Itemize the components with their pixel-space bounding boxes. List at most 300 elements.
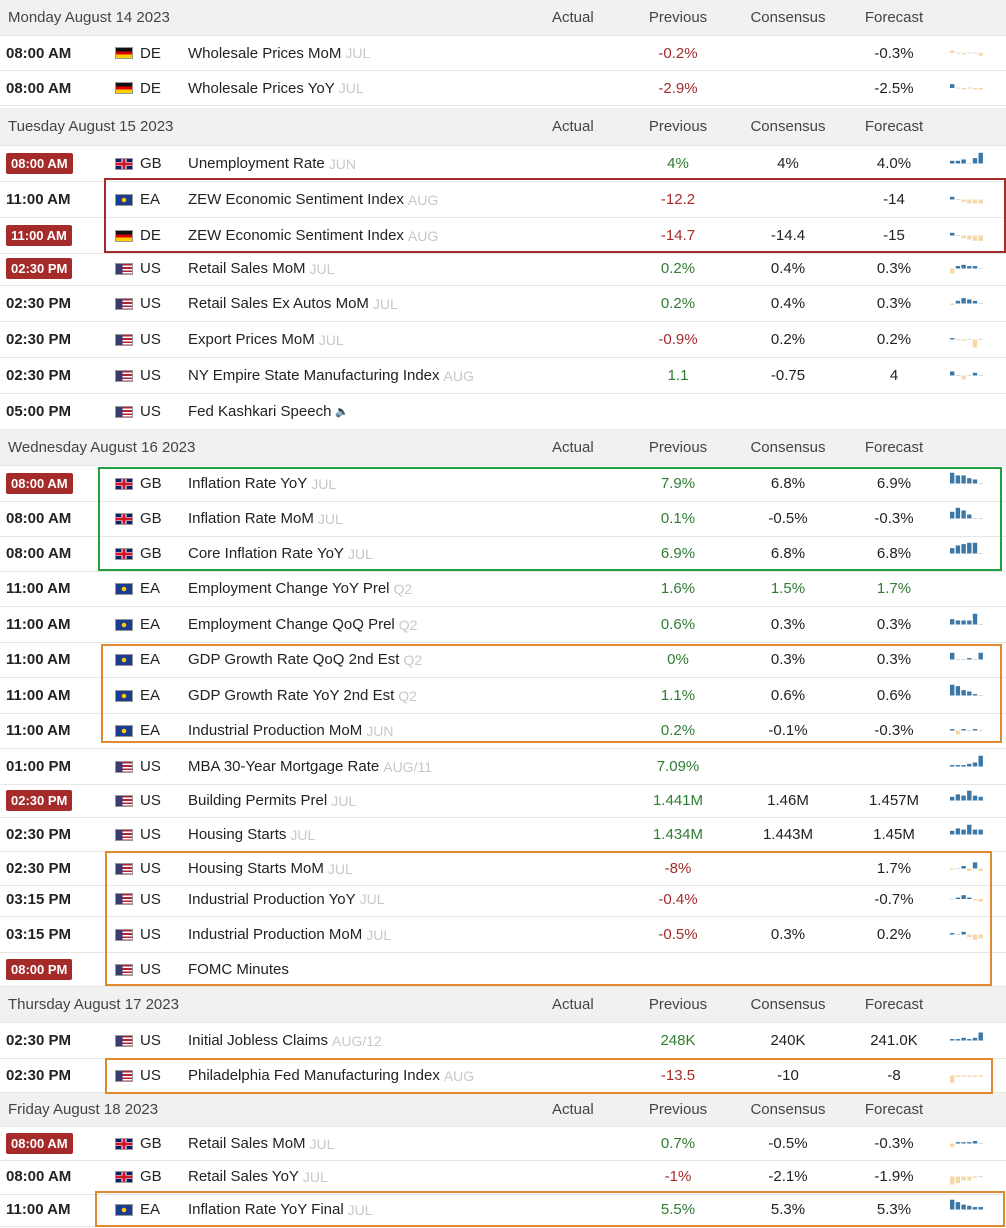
previous-value-text: 0.7%: [660, 1135, 696, 1152]
country-code: US: [140, 367, 161, 384]
day-header-row: [0, 430, 1006, 466]
sparkline-bar: [956, 1039, 960, 1040]
event-time-text: 02:30 PM: [6, 790, 72, 811]
event-name-text[interactable]: ZEW Economic Sentiment Index: [188, 191, 404, 208]
day-label-text: Thursday August 17 2023: [8, 996, 179, 1013]
event-row[interactable]: [0, 1159, 1006, 1195]
consensus-value: [736, 784, 840, 817]
event-name[interactable]: [188, 882, 385, 916]
sparkline[interactable]: [950, 1065, 984, 1086]
event-row[interactable]: [0, 917, 1006, 953]
event-name[interactable]: [188, 322, 344, 357]
event-name[interactable]: [188, 607, 417, 642]
event-name[interactable]: [188, 713, 393, 748]
sparkline-bar: [967, 791, 971, 801]
event-row[interactable]: [0, 1193, 1006, 1227]
country: [115, 501, 162, 536]
sparkline[interactable]: [950, 1165, 984, 1188]
event-name-text[interactable]: Retail Sales MoM: [188, 260, 306, 277]
sparkline-bar: [973, 266, 977, 268]
event-name[interactable]: [188, 146, 356, 181]
sparkline-bar: [979, 899, 983, 902]
event-name-text[interactable]: NY Empire State Manufacturing Index: [188, 367, 440, 384]
event-row[interactable]: [0, 882, 1006, 917]
event-row[interactable]: [0, 252, 1006, 286]
country: [115, 1127, 162, 1160]
sparkline-bar: [950, 831, 954, 835]
previous-value-text: 1.1: [667, 367, 689, 384]
flag-us-icon: [115, 298, 133, 310]
sparkline-bar: [979, 153, 983, 164]
event-time-text: 08:00 AM: [6, 153, 73, 174]
previous-value: [626, 571, 730, 606]
event-name[interactable]: [188, 501, 343, 536]
event-row[interactable]: [0, 501, 1006, 537]
event-name-text[interactable]: Employment Change QoQ Prel: [188, 616, 395, 633]
sparkline-bar: [950, 619, 954, 624]
sparkline-bar: [950, 338, 954, 339]
event-name[interactable]: [188, 784, 356, 817]
sparkline-bar: [967, 266, 971, 268]
flag-us-icon: [115, 1035, 133, 1047]
event-name[interactable]: [188, 466, 336, 501]
event-name-text[interactable]: Housing Starts MoM: [188, 860, 324, 877]
previous-value-text: -12.2: [660, 191, 696, 208]
sparkline-bar: [950, 512, 954, 519]
sparkline-bar: [961, 1076, 965, 1077]
event-time-text: 08:00 PM: [6, 959, 72, 980]
event-row[interactable]: [0, 607, 1006, 643]
event-reference-period: JUL: [345, 45, 371, 61]
event-time-text: 11:00 AM: [6, 225, 72, 246]
sparkline-bar: [956, 765, 960, 766]
forecast-value-text: -2.5%: [874, 79, 914, 97]
event-name-text[interactable]: Retail Sales YoY: [188, 1168, 299, 1185]
previous-value: [626, 1159, 730, 1194]
event-row[interactable]: [0, 642, 1006, 678]
event-row[interactable]: [0, 71, 1006, 106]
sparkline[interactable]: [950, 755, 984, 778]
event-row[interactable]: [0, 713, 1006, 749]
event-reference-period: JUL: [366, 926, 392, 943]
event-name-text[interactable]: MBA 30-Year Mortgage Rate: [188, 758, 380, 775]
event-row[interactable]: [0, 1023, 1006, 1059]
event-time-text: 08:00 AM: [6, 1133, 73, 1154]
forecast-value: [846, 1193, 942, 1226]
event-name[interactable]: [188, 71, 364, 105]
event-reference-period: JUL: [327, 860, 353, 877]
consensus-value: [736, 713, 840, 748]
previous-value-text: 7.9%: [660, 475, 696, 492]
event-name[interactable]: [188, 1059, 474, 1092]
sparkline[interactable]: [950, 364, 984, 387]
event-time: [6, 1193, 82, 1226]
event-name-text[interactable]: Employment Change YoY Prel: [188, 580, 390, 597]
event-name-text[interactable]: Inflation Rate YoY: [188, 475, 308, 492]
event-reference-period: Q2: [403, 651, 423, 668]
forecast-value: [846, 642, 942, 677]
flag-us-icon: [115, 893, 133, 905]
event-reference-period: JUL: [309, 260, 335, 277]
consensus-value-text: 5.3%: [770, 1201, 806, 1218]
sparkline-bar: [979, 518, 983, 519]
sparkline-bar: [950, 473, 954, 484]
event-row[interactable]: [0, 571, 1006, 607]
country-code: GB: [140, 1135, 162, 1152]
event-name-text[interactable]: FOMC Minutes: [188, 961, 289, 978]
event-name-text[interactable]: GDP Growth Rate QoQ 2nd Est: [188, 651, 400, 668]
sparkline[interactable]: [950, 224, 984, 247]
forecast-value: [846, 818, 942, 851]
sparkline[interactable]: [950, 719, 984, 742]
event-reference-period: AUG: [443, 367, 474, 384]
consensus-value: [736, 71, 840, 105]
sparkline[interactable]: [950, 472, 984, 495]
sparkline[interactable]: [950, 684, 984, 707]
sparkline[interactable]: [950, 923, 984, 946]
sparkline-bar: [961, 376, 965, 380]
event-time: [6, 713, 82, 748]
forecast-value: [846, 252, 942, 285]
sparkline-bar: [979, 200, 983, 204]
event-reference-period: AUG/12: [332, 1032, 382, 1049]
event-time-text: 02:30 PM: [6, 258, 72, 279]
event-name-text[interactable]: Core Inflation Rate YoY: [188, 545, 344, 562]
sparkline-bar: [961, 765, 965, 766]
sparkline[interactable]: [950, 188, 984, 211]
consensus-value: [736, 286, 840, 321]
consensus-value: [736, 607, 840, 642]
sparkline-bar: [956, 934, 960, 935]
forecast-value-text: -0.7%: [874, 890, 914, 908]
event-time-text: 02:30 PM: [6, 860, 72, 877]
sparkline-bar: [950, 371, 954, 375]
consensus-value: [736, 36, 840, 70]
event-name[interactable]: [188, 1023, 382, 1058]
country: [115, 818, 161, 851]
event-row[interactable]: [0, 953, 1006, 987]
flag-de-icon: [115, 230, 133, 242]
consensus-value: [736, 852, 840, 885]
previous-value: [626, 1127, 730, 1160]
flag-gb-icon: [115, 1138, 133, 1150]
country-code: EA: [140, 191, 161, 208]
event-reference-period: Q2: [393, 580, 413, 597]
event-row[interactable]: [0, 182, 1006, 218]
column-header-previous: [626, 1093, 730, 1126]
event-reference-period: JUL: [311, 475, 337, 492]
event-name[interactable]: [188, 358, 474, 393]
event-row[interactable]: [0, 394, 1006, 430]
sparkline[interactable]: [950, 42, 984, 64]
previous-value: [626, 784, 730, 817]
sparkline-chart: [950, 1065, 984, 1086]
consensus-value-text: 0.6%: [770, 687, 806, 704]
sparkline[interactable]: [950, 542, 984, 565]
event-reference-period: JUL: [372, 295, 398, 312]
sparkline[interactable]: [950, 328, 984, 351]
event-time-text: 08:00 AM: [6, 1168, 72, 1185]
event-row[interactable]: [0, 784, 1006, 818]
sparkline-bar: [973, 236, 977, 241]
event-reference-period: JUL: [347, 545, 373, 562]
consensus-value: [736, 252, 840, 285]
forecast-value: [846, 394, 942, 429]
event-row[interactable]: [0, 146, 1006, 182]
forecast-value-text: 0.3%: [876, 260, 912, 277]
event-reference-period: JUL: [359, 891, 385, 907]
sparkline[interactable]: [950, 613, 984, 636]
event-name[interactable]: [188, 536, 373, 571]
sparkline-bar: [956, 266, 960, 268]
previous-value: [626, 218, 730, 253]
country: [115, 749, 161, 784]
flag-us-icon: [115, 929, 133, 941]
event-row[interactable]: [0, 536, 1006, 572]
sparkline[interactable]: [950, 152, 984, 175]
day-header-row: [0, 1093, 1006, 1127]
event-row[interactable]: [0, 36, 1006, 71]
event-name-text[interactable]: Retail Sales Ex Autos MoM: [188, 295, 369, 312]
country-code: US: [140, 792, 161, 809]
event-row[interactable]: [0, 358, 1006, 394]
event-time: [6, 358, 82, 393]
forecast-value: [846, 218, 942, 253]
event-row[interactable]: [0, 678, 1006, 714]
sparkline-bar: [950, 1076, 954, 1083]
sparkline-chart: [950, 224, 984, 247]
sparkline-bar: [956, 161, 960, 164]
sparkline-bar: [979, 303, 983, 304]
consensus-value-text: -0.5%: [768, 1135, 808, 1152]
column-header-actual: [552, 430, 594, 465]
sparkline-bar: [961, 475, 965, 483]
column-header-forecast: [846, 1093, 942, 1126]
sparkline[interactable]: [950, 790, 984, 811]
event-time-text: 08:00 AM: [6, 79, 72, 97]
event-name-text[interactable]: Wholesale Prices YoY: [188, 79, 335, 97]
sparkline-chart: [950, 648, 984, 671]
event-time: [6, 536, 82, 571]
country: [115, 1193, 160, 1226]
previous-value-text: 0.1%: [660, 510, 696, 527]
sparkline[interactable]: [950, 292, 984, 315]
sparkline-bar: [961, 932, 965, 935]
event-reference-period: JUN: [366, 722, 394, 739]
event-row[interactable]: [0, 749, 1006, 785]
country-code: US: [140, 826, 161, 843]
sparkline-chart: [950, 542, 984, 565]
event-reference-period: JUL: [317, 510, 343, 527]
country: [115, 917, 161, 952]
event-row[interactable]: [0, 466, 1006, 502]
event-name-text[interactable]: Industrial Production YoY: [188, 890, 356, 908]
sparkline-bar: [950, 233, 954, 236]
sparkline[interactable]: [950, 77, 984, 99]
sparkline-bar: [961, 510, 965, 518]
event-name[interactable]: [188, 1193, 373, 1226]
event-name-text[interactable]: Industrial Production MoM: [188, 926, 363, 943]
column-header-consensus-text: Consensus: [750, 9, 826, 26]
speaker-icon[interactable]: 🔈: [335, 406, 350, 418]
event-name-text[interactable]: Unemployment Rate: [188, 155, 325, 172]
event-name[interactable]: [188, 852, 353, 885]
event-row[interactable]: [0, 818, 1006, 852]
sparkline[interactable]: [950, 824, 984, 845]
event-name[interactable]: [188, 252, 334, 285]
sparkline-chart: [950, 790, 984, 811]
forecast-value: [846, 713, 942, 748]
consensus-value-text: 0.3%: [770, 926, 806, 943]
sparkline[interactable]: [950, 888, 984, 910]
forecast-value: [846, 1127, 942, 1160]
consensus-value-text: 1.5%: [770, 580, 806, 597]
sparkline-bar: [950, 269, 954, 274]
sparkline[interactable]: [950, 1133, 984, 1154]
sparkline[interactable]: [950, 648, 984, 671]
sparkline-bar: [956, 235, 960, 236]
event-name[interactable]: [188, 749, 432, 784]
consensus-value: [736, 1127, 840, 1160]
consensus-value: [736, 218, 840, 253]
sparkline-chart: [950, 858, 984, 879]
consensus-value: [736, 1193, 840, 1226]
sparkline-bar: [961, 895, 965, 899]
forecast-value: [846, 852, 942, 885]
event-name[interactable]: [188, 953, 289, 986]
country: [115, 252, 161, 285]
event-name[interactable]: [188, 1159, 328, 1194]
event-name-text[interactable]: Fed Kashkari Speech: [188, 403, 332, 420]
column-header-forecast: [846, 108, 942, 145]
sparkline-bar: [973, 543, 977, 554]
consensus-value-text: 6.8%: [770, 545, 806, 562]
event-name-text[interactable]: Building Permits Prel: [188, 792, 328, 809]
sparkline-bar: [979, 1076, 983, 1077]
event-name-text[interactable]: Inflation Rate YoY Final: [188, 1201, 344, 1218]
sparkline-bar: [956, 199, 960, 200]
forecast-value-text: 0.6%: [876, 687, 912, 704]
event-row[interactable]: [0, 852, 1006, 886]
event-name-text[interactable]: Export Prices MoM: [188, 331, 315, 348]
column-header-actual: [552, 0, 594, 35]
sparkline-bar: [979, 236, 983, 241]
event-name-text[interactable]: GDP Growth Rate YoY 2nd Est: [188, 687, 395, 704]
event-name-text[interactable]: Housing Starts: [188, 826, 287, 843]
forecast-value: [846, 322, 942, 357]
country: [115, 394, 161, 429]
country-code: EA: [140, 651, 161, 668]
sparkline[interactable]: [950, 858, 984, 879]
event-time: [6, 182, 82, 217]
event-row[interactable]: [0, 1127, 1006, 1161]
event-name[interactable]: [188, 286, 398, 321]
sparkline-bar: [956, 620, 960, 624]
sparkline-bar: [950, 685, 954, 696]
sparkline-bar: [973, 899, 977, 900]
flag-ea-icon: [115, 1204, 133, 1216]
event-name[interactable]: [188, 182, 438, 217]
consensus-value: [736, 1023, 840, 1058]
event-name[interactable]: [188, 1127, 334, 1160]
sparkline-bar: [979, 268, 983, 269]
sparkline[interactable]: [950, 1029, 984, 1052]
sparkline-bar: [961, 88, 965, 89]
event-name-text[interactable]: Initial Jobless Claims: [188, 1032, 329, 1049]
event-name-text[interactable]: Wholesale Prices MoM: [188, 44, 342, 62]
forecast-value-text: -0.3%: [874, 722, 914, 739]
sparkline[interactable]: [950, 1199, 984, 1220]
event-time-text: 08:00 AM: [6, 44, 72, 62]
sparkline-bar: [979, 553, 983, 554]
forecast-value: [846, 953, 942, 986]
sparkline-bar: [973, 518, 977, 519]
event-time: [6, 1127, 82, 1160]
event-name[interactable]: [188, 642, 422, 677]
country: [115, 536, 162, 571]
event-name-text[interactable]: Industrial Production MoM: [188, 722, 363, 739]
event-name[interactable]: [188, 394, 349, 429]
event-name-text[interactable]: ZEW Economic Sentiment Index: [188, 227, 404, 244]
event-row[interactable]: [0, 286, 1006, 322]
column-header-actual: [552, 987, 594, 1022]
previous-value: [626, 36, 730, 70]
event-name-text[interactable]: Retail Sales MoM: [188, 1135, 306, 1152]
event-time-text: 02:30 PM: [6, 1067, 72, 1084]
flag-gb-icon: [115, 548, 133, 560]
event-name[interactable]: [188, 818, 315, 851]
event-name[interactable]: [188, 571, 412, 606]
country: [115, 71, 161, 105]
sparkline[interactable]: [950, 507, 984, 530]
event-name[interactable]: [188, 36, 370, 70]
event-name-text[interactable]: Philadelphia Fed Manufacturing Index: [188, 1067, 440, 1084]
country: [115, 1023, 161, 1058]
sparkline-chart: [950, 328, 984, 351]
country: [115, 182, 160, 217]
event-row[interactable]: [0, 322, 1006, 358]
consensus-value-text: 0.4%: [770, 295, 806, 312]
event-reference-period: JUL: [302, 1168, 328, 1185]
sparkline-bar: [950, 765, 954, 766]
event-time: [6, 1159, 82, 1194]
sparkline-bar: [961, 620, 965, 624]
event-name-text[interactable]: Inflation Rate MoM: [188, 510, 314, 527]
column-header-forecast-text: Forecast: [864, 9, 924, 26]
flag-ea-icon: [115, 619, 133, 631]
flag-ea-icon: [115, 583, 133, 595]
event-row[interactable]: [0, 1059, 1006, 1093]
country-code: DE: [140, 227, 161, 244]
sparkline[interactable]: [950, 258, 984, 279]
event-name[interactable]: [188, 678, 417, 713]
event-name[interactable]: [188, 218, 438, 253]
event-name[interactable]: [188, 917, 391, 952]
consensus-value: [736, 501, 840, 536]
sparkline-chart: [950, 364, 984, 387]
country-code: EA: [140, 616, 161, 633]
previous-value-text: -1%: [664, 1168, 692, 1185]
event-time-text: 02:30 PM: [6, 367, 72, 384]
event-time-text: 02:30 PM: [6, 331, 72, 348]
event-time-text: 08:00 AM: [6, 510, 72, 527]
event-row[interactable]: [0, 218, 1006, 254]
column-header-forecast-text: Forecast: [864, 1101, 924, 1118]
sparkline-bar: [961, 340, 965, 341]
country-code: US: [140, 295, 161, 312]
sparkline-bar: [950, 1200, 954, 1210]
consensus-value: [736, 1059, 840, 1092]
